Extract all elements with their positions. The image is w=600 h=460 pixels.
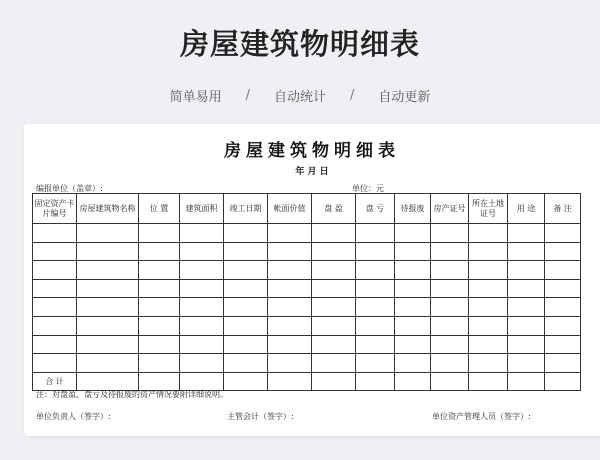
table-cell[interactable] bbox=[33, 242, 77, 261]
column-header: 房产证号 bbox=[431, 194, 469, 224]
table-cell[interactable] bbox=[395, 279, 431, 298]
table-cell[interactable] bbox=[395, 316, 431, 335]
column-header: 建筑面积 bbox=[180, 194, 224, 224]
table-cell[interactable] bbox=[268, 335, 312, 354]
signature-asset-manager: 单位资产管理人员（签字）: bbox=[432, 412, 531, 421]
table-cell[interactable] bbox=[545, 261, 581, 280]
table-cell[interactable] bbox=[508, 279, 545, 298]
table-cell[interactable] bbox=[77, 242, 139, 261]
table-cell[interactable] bbox=[77, 224, 139, 243]
table-row bbox=[33, 316, 581, 335]
table-cell[interactable] bbox=[312, 372, 356, 391]
table-cell[interactable] bbox=[268, 242, 312, 261]
table-cell[interactable] bbox=[268, 261, 312, 280]
table-cell[interactable] bbox=[312, 279, 356, 298]
signature-unit-head: 单位负责人（签字）: bbox=[36, 412, 111, 421]
table-cell[interactable] bbox=[356, 298, 395, 317]
reporting-unit-label: 编报单位（盖章）: bbox=[36, 184, 103, 193]
table-cell[interactable] bbox=[180, 261, 224, 280]
table-cell[interactable] bbox=[77, 298, 139, 317]
column-header: 盘 盈 bbox=[312, 194, 356, 224]
table-cell[interactable] bbox=[139, 242, 180, 261]
tagline-easy: 简单易用 bbox=[169, 90, 222, 105]
table-cell[interactable] bbox=[431, 261, 469, 280]
table-cell[interactable] bbox=[545, 316, 581, 335]
column-header: 帐面价值 bbox=[268, 194, 312, 224]
table-cell[interactable] bbox=[508, 354, 545, 373]
total-label: 合 计 bbox=[33, 372, 77, 391]
table-cell[interactable] bbox=[545, 242, 581, 261]
table-cell[interactable] bbox=[356, 354, 395, 373]
table-cell[interactable] bbox=[431, 279, 469, 298]
column-header: 所在土地证号 bbox=[469, 194, 508, 224]
tagline-bar bbox=[0, 86, 600, 105]
table-cell[interactable] bbox=[469, 261, 508, 280]
table-cell[interactable] bbox=[312, 224, 356, 243]
table-cell[interactable] bbox=[268, 298, 312, 317]
document-preview-card bbox=[24, 124, 600, 436]
table-cell[interactable] bbox=[431, 224, 469, 243]
table-cell[interactable] bbox=[469, 335, 508, 354]
table-cell[interactable] bbox=[312, 261, 356, 280]
table-cell[interactable] bbox=[180, 298, 224, 317]
table-cell[interactable] bbox=[545, 335, 581, 354]
table-cell[interactable] bbox=[180, 279, 224, 298]
footnote: 注：对盘盈、盘亏及待报废的资产情况要附详细说明。 bbox=[36, 390, 228, 399]
table-cell[interactable] bbox=[545, 279, 581, 298]
tagline-separator: / bbox=[350, 88, 355, 103]
table-cell[interactable] bbox=[224, 354, 268, 373]
column-header: 竣工日期 bbox=[224, 194, 268, 224]
table-cell[interactable] bbox=[431, 372, 469, 391]
table-cell[interactable] bbox=[545, 224, 581, 243]
table-row bbox=[33, 335, 581, 354]
table-body bbox=[33, 224, 581, 391]
table-cell[interactable] bbox=[431, 354, 469, 373]
table-row bbox=[33, 224, 581, 243]
table-cell[interactable] bbox=[77, 279, 139, 298]
table-cell[interactable] bbox=[33, 298, 77, 317]
table-cell[interactable] bbox=[33, 354, 77, 373]
table-row bbox=[33, 298, 581, 317]
table-cell[interactable] bbox=[356, 372, 395, 391]
table-cell[interactable] bbox=[431, 298, 469, 317]
tagline-separator: / bbox=[245, 88, 250, 103]
table-cell[interactable] bbox=[395, 298, 431, 317]
table-cell[interactable] bbox=[139, 298, 180, 317]
table-cell[interactable] bbox=[139, 335, 180, 354]
table-cell[interactable] bbox=[469, 298, 508, 317]
table-cell[interactable] bbox=[33, 261, 77, 280]
table-cell[interactable] bbox=[180, 354, 224, 373]
table-cell[interactable] bbox=[545, 298, 581, 317]
table-cell[interactable] bbox=[469, 279, 508, 298]
column-header: 待报废 bbox=[395, 194, 431, 224]
table-row bbox=[33, 354, 581, 373]
column-header: 用 途 bbox=[508, 194, 545, 224]
table-cell[interactable] bbox=[180, 242, 224, 261]
table-cell[interactable] bbox=[312, 335, 356, 354]
table-cell[interactable] bbox=[356, 261, 395, 280]
table-cell[interactable] bbox=[139, 316, 180, 335]
table-cell[interactable] bbox=[268, 279, 312, 298]
column-header: 备 注 bbox=[545, 194, 581, 224]
table-cell[interactable] bbox=[356, 316, 395, 335]
table-cell[interactable] bbox=[77, 354, 139, 373]
table-cell[interactable] bbox=[431, 335, 469, 354]
table-cell[interactable] bbox=[469, 354, 508, 373]
table-cell[interactable] bbox=[356, 224, 395, 243]
table-cell[interactable] bbox=[508, 298, 545, 317]
table-cell[interactable] bbox=[508, 224, 545, 243]
currency-unit-label: 单位：元 bbox=[352, 184, 384, 193]
table-cell[interactable] bbox=[469, 316, 508, 335]
tagline-auto-update: 自动更新 bbox=[378, 90, 431, 105]
table-cell[interactable] bbox=[356, 242, 395, 261]
table-cell[interactable] bbox=[395, 261, 431, 280]
table-cell[interactable] bbox=[33, 224, 77, 243]
table-cell[interactable] bbox=[224, 242, 268, 261]
table-cell[interactable] bbox=[224, 224, 268, 243]
page-title: 房屋建筑物明细表 bbox=[179, 27, 420, 61]
table-cell[interactable] bbox=[508, 261, 545, 280]
table-cell[interactable] bbox=[139, 261, 180, 280]
table-cell[interactable] bbox=[312, 242, 356, 261]
signature-accountant: 主管会计（签字）: bbox=[227, 412, 294, 421]
table-cell[interactable] bbox=[395, 224, 431, 243]
table-cell[interactable] bbox=[224, 261, 268, 280]
column-header: 位 置 bbox=[139, 194, 180, 224]
table-cell[interactable] bbox=[224, 335, 268, 354]
table-cell[interactable] bbox=[312, 316, 356, 335]
table-row bbox=[33, 261, 581, 280]
table-cell[interactable] bbox=[268, 224, 312, 243]
table-cell[interactable] bbox=[180, 224, 224, 243]
column-header: 盘 亏 bbox=[356, 194, 395, 224]
table-cell[interactable] bbox=[545, 354, 581, 373]
table-cell[interactable] bbox=[431, 316, 469, 335]
table-cell[interactable] bbox=[469, 372, 508, 391]
table-cell[interactable] bbox=[395, 242, 431, 261]
table-cell[interactable] bbox=[356, 279, 395, 298]
table-cell[interactable] bbox=[268, 372, 312, 391]
column-header: 房屋建筑物名称 bbox=[77, 194, 139, 224]
asset-detail-table bbox=[32, 193, 581, 391]
table-cell[interactable] bbox=[431, 242, 469, 261]
table-cell[interactable] bbox=[268, 354, 312, 373]
column-header: 固定资产卡片编号 bbox=[33, 194, 77, 224]
table-cell[interactable] bbox=[224, 372, 268, 391]
table-cell[interactable] bbox=[77, 316, 139, 335]
table-row bbox=[33, 242, 581, 261]
table-cell[interactable] bbox=[33, 279, 77, 298]
table-cell[interactable] bbox=[139, 354, 180, 373]
table-cell[interactable] bbox=[77, 261, 139, 280]
table-cell[interactable] bbox=[508, 372, 545, 391]
table-cell[interactable] bbox=[312, 354, 356, 373]
tagline-auto-stats: 自动统计 bbox=[273, 90, 326, 105]
table-cell[interactable] bbox=[395, 335, 431, 354]
table-row bbox=[33, 279, 581, 298]
table-cell[interactable] bbox=[356, 335, 395, 354]
table-cell[interactable] bbox=[395, 372, 431, 391]
table-cell[interactable] bbox=[268, 316, 312, 335]
table-header-row bbox=[33, 194, 581, 224]
document-title: 房屋建筑物明细表 bbox=[224, 141, 400, 161]
table-cell[interactable] bbox=[312, 298, 356, 317]
table-cell[interactable] bbox=[224, 316, 268, 335]
table-cell[interactable] bbox=[508, 335, 545, 354]
table-cell[interactable] bbox=[180, 335, 224, 354]
table-cell[interactable] bbox=[180, 316, 224, 335]
table-cell[interactable] bbox=[139, 279, 180, 298]
table-cell[interactable] bbox=[139, 224, 180, 243]
document-date: 年 月 日 bbox=[295, 167, 329, 177]
table-cell[interactable] bbox=[469, 242, 508, 261]
table-cell[interactable] bbox=[545, 372, 581, 391]
table-cell[interactable] bbox=[508, 316, 545, 335]
table-cell[interactable] bbox=[395, 354, 431, 373]
table-cell[interactable] bbox=[508, 242, 545, 261]
table-cell[interactable] bbox=[224, 298, 268, 317]
table-cell[interactable] bbox=[224, 279, 268, 298]
table-cell[interactable] bbox=[33, 316, 77, 335]
table-cell[interactable] bbox=[77, 335, 139, 354]
table-cell[interactable] bbox=[469, 224, 508, 243]
table-cell[interactable] bbox=[33, 335, 77, 354]
